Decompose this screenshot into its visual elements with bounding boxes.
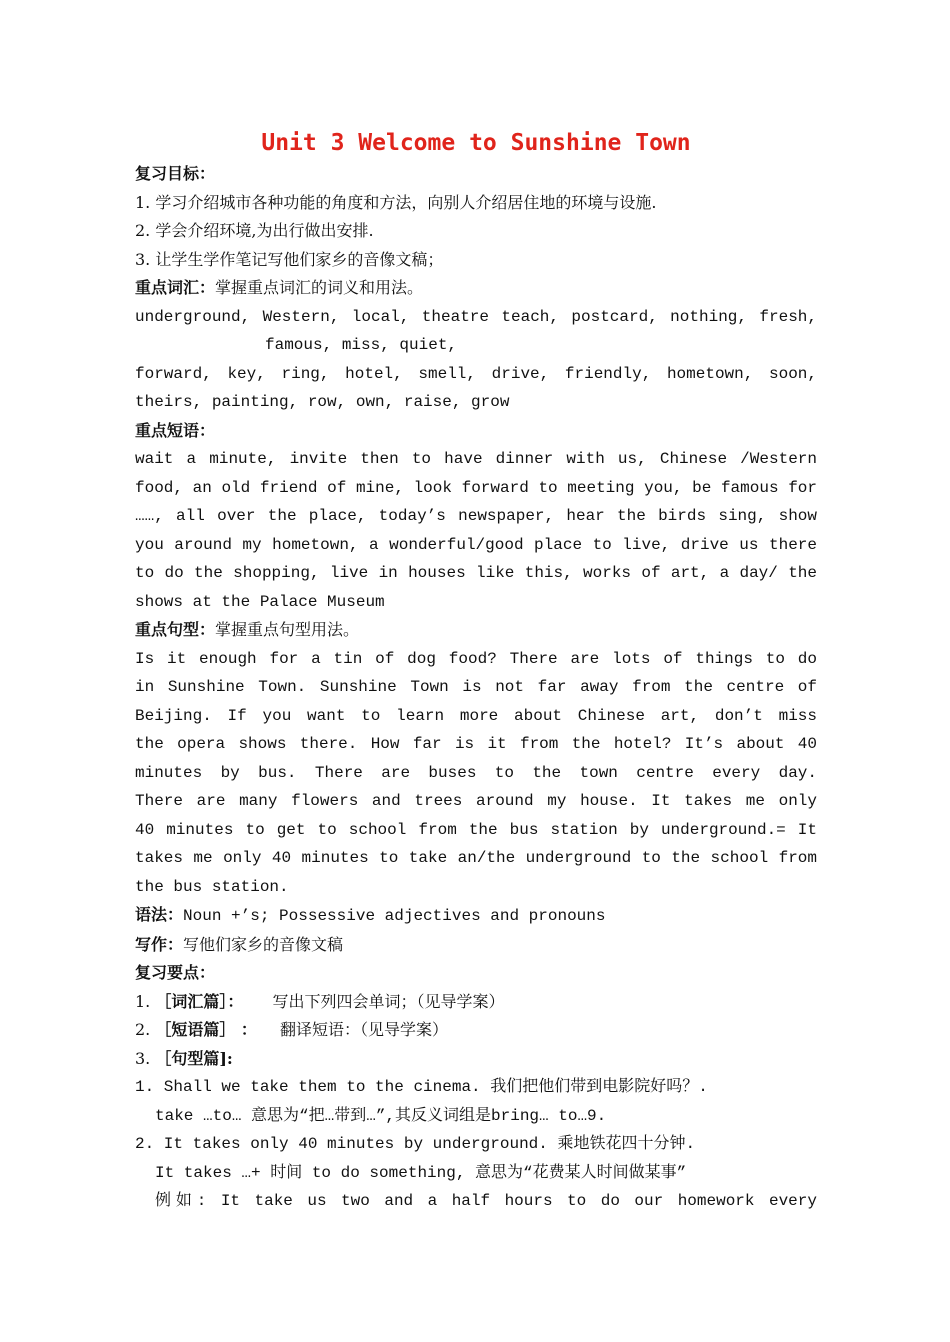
phrase-line: food, an old friend of mine, look forward to meeting you, be famous for bbox=[135, 478, 817, 497]
vocab-line: famous, miss, quiet, bbox=[265, 336, 458, 354]
sentence-line: in Sunshine Town. Sunshine Town is not far away from the centre of bbox=[135, 678, 817, 696]
sentence-line: 40 minutes to get to school from the bus station by underground.= It bbox=[135, 820, 817, 839]
review-num: 2. bbox=[135, 1020, 151, 1039]
document-page bbox=[135, 130, 817, 1216]
example-line: 例如: It take us two and a half hours to do our homework every bbox=[155, 1192, 817, 1210]
example-line: take …to… 意思为“把…带到…”,其反义词组是bring… to…9. bbox=[155, 1106, 607, 1125]
review-text: 翻译短语：（见导学案） bbox=[280, 1020, 449, 1039]
sentence-line: takes me only 40 minutes to take an/the underground to the school from bbox=[135, 849, 817, 867]
phrase-line: you around my hometown, a wonderful/good place to live, drive us there bbox=[135, 535, 817, 554]
phrases-heading: 重点短语： bbox=[135, 420, 216, 440]
goal-item: 1. 学习介绍城市各种功能的角度和方法，向别人介绍居住地的环境与设施. bbox=[135, 192, 657, 212]
sentence-line: minutes by bus. There are buses to the town centre every day. bbox=[135, 763, 817, 782]
sentences-heading: 重点句型： bbox=[135, 620, 216, 639]
sentence-line: There are many flowers and trees around my house. It takes me only bbox=[135, 792, 817, 810]
vocab-line: underground, Western, local, theatre teach, postcard, nothing, fresh, bbox=[135, 307, 817, 326]
vocab-line: theirs, painting, row, own, raise, grow bbox=[135, 393, 510, 411]
writing-heading: 写作： bbox=[135, 934, 184, 954]
grammar-text: Noun +’s; Possessive adjectives and pronouns bbox=[183, 907, 606, 925]
review-item bbox=[135, 1045, 817, 1074]
goal-item: 2. 学会介绍环境,为出行做出安排. bbox=[135, 221, 374, 240]
sentence-line: Is it enough for a tin of dog food? There are lots of things to do bbox=[135, 649, 817, 668]
writing-row bbox=[135, 931, 817, 960]
sentence-line: the opera shows there. How far is it from the hotel? It’s about 40 bbox=[135, 735, 817, 753]
sentences-section-title bbox=[135, 616, 817, 645]
review-item bbox=[135, 1016, 817, 1045]
grammar-heading: 语法： bbox=[135, 905, 184, 924]
goals-heading: 复习目标： bbox=[135, 164, 216, 183]
review-tag: ［短语篇］ ： bbox=[155, 1020, 257, 1039]
writing-text: 写他们家乡的音像文稿 bbox=[183, 934, 344, 954]
review-tag: ［词汇篇］： bbox=[155, 991, 244, 1011]
phrase-line: shows at the Palace Museum bbox=[135, 592, 385, 611]
vocab-section-title bbox=[135, 274, 817, 303]
document-title: Unit 3 Welcome to Sunshine Town bbox=[261, 130, 691, 156]
grammar-row bbox=[135, 901, 817, 931]
review-text: 写出下列四会单词；（见导学案） bbox=[272, 991, 505, 1011]
phrase-line: ……, all over the place, today’s newspaper, hear the birds sing, show bbox=[135, 507, 817, 525]
sentence-line: Beijing. If you want to learn more about Chinese art, don’t miss bbox=[135, 706, 817, 725]
phrase-line: to do the shopping, live in houses like this, works of art, a day/ the bbox=[135, 564, 817, 582]
example-line: 2. It takes only 40 minutes by underground. 乘地铁花四十分钟. bbox=[135, 1135, 696, 1153]
review-item bbox=[135, 988, 817, 1017]
review-num: 3. bbox=[135, 1048, 151, 1068]
sentences-desc: 掌握重点句型用法。 bbox=[215, 620, 360, 639]
vocab-desc: 掌握重点词汇的词义和用法。 bbox=[215, 278, 424, 297]
goal-item: 3. 让学生学作笔记写他们家乡的音像文稿； bbox=[135, 249, 444, 269]
example-line: It takes …+ 时间 to do something, 意思为“花费某人时间做某事” bbox=[155, 1163, 687, 1182]
example-line: 1. Shall we take them to the cinema. 我们把他们带到电影院好吗？. bbox=[135, 1078, 708, 1096]
sentence-line: the bus station. bbox=[135, 877, 289, 896]
vocab-line: forward, key, ring, hotel, smell, drive, friendly, hometown, soon, bbox=[135, 364, 817, 383]
review-num: 1. bbox=[135, 991, 151, 1011]
review-tag: ［句型篇]: bbox=[155, 1048, 233, 1068]
phrase-line: wait a minute, invite then to have dinner with us, Chinese /Western bbox=[135, 450, 817, 468]
review-heading: 复习要点： bbox=[135, 963, 216, 982]
vocab-heading: 重点词汇： bbox=[135, 278, 216, 297]
